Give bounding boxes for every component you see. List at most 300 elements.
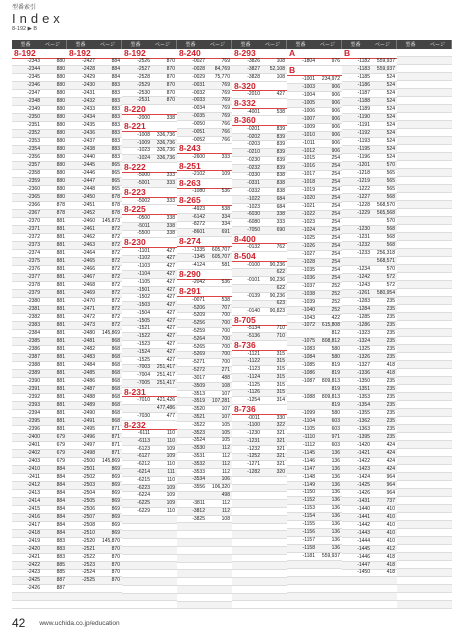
page-ref: 871 <box>111 449 120 456</box>
index-entry <box>232 469 287 477</box>
part-number: -0050 <box>192 120 205 127</box>
index-entry <box>67 314 122 322</box>
part-number: -5000 <box>137 172 150 179</box>
part-number: -0331 <box>247 180 260 187</box>
page-ref: 136 <box>331 521 340 528</box>
index-entry <box>67 162 122 170</box>
index-entry <box>177 492 232 500</box>
page-ref: 524 <box>386 98 395 105</box>
part-number: -2432 <box>82 98 95 105</box>
part-number: -1186 <box>357 82 370 89</box>
page-ref: 603 <box>331 441 340 448</box>
page-ref: 880 <box>56 178 65 185</box>
part-number: -2487 <box>82 385 95 392</box>
part-number: -1284 <box>357 306 370 312</box>
part-number: -1017 <box>302 171 315 178</box>
index-entry <box>67 234 122 242</box>
index-entry <box>342 66 397 74</box>
index-entry <box>12 370 67 378</box>
empty-row <box>232 516 287 524</box>
index-entry <box>232 212 287 220</box>
section-header <box>232 99 287 109</box>
page-ref: 418 <box>386 553 395 560</box>
index-entry <box>342 122 397 130</box>
index-entry <box>122 461 177 469</box>
part-number: -1145 <box>302 449 315 456</box>
page-ref: 252 <box>331 282 340 289</box>
index-entry <box>287 378 342 386</box>
part-number: -0140 <box>247 308 260 315</box>
index-entry <box>342 490 397 498</box>
part-number: -5001 <box>137 180 150 187</box>
page-ref: 622 <box>276 284 285 291</box>
part-number: -4124 <box>192 262 205 269</box>
part-number: -1230 <box>357 226 370 233</box>
index-entry <box>67 514 122 522</box>
page-ref: 679 <box>56 449 65 456</box>
index-entry <box>342 218 397 226</box>
part-number: -3524 <box>192 437 205 444</box>
index-entry <box>122 326 177 334</box>
part-number: -2504 <box>82 489 95 496</box>
index-entry <box>232 326 287 334</box>
page-ref: 106,320 <box>211 484 230 491</box>
page-ref: 819 <box>331 386 340 393</box>
index-column <box>232 40 287 609</box>
page-ref: 524 <box>386 130 395 137</box>
section-label: 8-263 <box>179 178 201 189</box>
part-number: -2483 <box>82 353 95 360</box>
page-ref: 136 <box>331 489 340 496</box>
page-ref: 427 <box>166 333 175 340</box>
part-number: -1231 <box>247 437 260 444</box>
index-entry <box>287 323 342 331</box>
page-ref: 565 <box>386 186 395 193</box>
page-ref: 880 <box>56 58 65 65</box>
page-ref: 869 <box>111 521 120 528</box>
index-entry <box>342 378 397 386</box>
index-entry <box>287 426 342 434</box>
empty-row <box>397 129 452 137</box>
index-entry <box>342 114 397 122</box>
part-number: -2371 <box>27 226 40 233</box>
empty-row <box>397 337 452 345</box>
index-entry <box>177 375 232 383</box>
part-number: -2388 <box>27 361 40 368</box>
part-number: -1126 <box>247 389 260 396</box>
index-entry <box>342 338 397 346</box>
part-number: -2343 <box>27 58 40 65</box>
page-ref: 868 <box>111 385 120 392</box>
part-number: -1183 <box>357 66 370 73</box>
page-ref: 700 <box>221 351 230 358</box>
page-ref: 410 <box>386 529 395 536</box>
section-label: 8-705 <box>234 315 256 326</box>
empty-row <box>397 425 452 433</box>
index-entry <box>177 98 232 106</box>
empty-row <box>122 570 177 578</box>
index-range: 8-192 ▶ B <box>12 26 38 32</box>
index-entry <box>177 383 232 391</box>
empty-row <box>232 485 287 493</box>
page-ref: 870 <box>111 553 120 560</box>
page-ref: 880 <box>56 90 65 97</box>
index-entry <box>287 545 342 553</box>
index-entry <box>342 426 397 434</box>
page-ref: 315 <box>276 366 285 373</box>
index-entry <box>342 370 397 378</box>
page-ref: 878 <box>111 202 120 209</box>
page-ref: 254 <box>331 203 340 210</box>
index-entry <box>342 554 397 562</box>
index-entry <box>342 290 397 298</box>
part-number: -1395 <box>357 433 370 440</box>
page-ref: 252 <box>331 306 340 313</box>
page-ref: 136 <box>331 545 340 552</box>
part-number: -2462 <box>82 234 95 241</box>
index-entry <box>122 271 177 279</box>
index-entry <box>232 66 287 74</box>
empty-row <box>122 524 177 532</box>
page-ref: 235 <box>386 377 395 384</box>
index-entry <box>67 394 122 402</box>
empty-row <box>122 594 177 602</box>
empty-row <box>397 73 452 81</box>
part-number: -2350 <box>27 114 40 121</box>
index-entry <box>342 458 397 466</box>
page-ref: 769 <box>221 97 230 104</box>
empty-row <box>397 553 452 561</box>
index-entry <box>177 406 232 414</box>
part-number: -1422 <box>357 457 370 464</box>
page-ref: 136 <box>331 505 340 512</box>
part-number: -2425 <box>27 577 40 584</box>
index-entry <box>177 59 232 67</box>
empty-row <box>397 57 452 65</box>
part-number: -1025 <box>302 234 315 241</box>
section-header <box>342 49 397 59</box>
index-entry <box>342 410 397 418</box>
empty-row <box>177 602 232 610</box>
page-ref: 235 <box>386 298 395 305</box>
page-ref: 883 <box>111 90 120 97</box>
part-number: -6223 <box>137 484 150 491</box>
index-entry <box>177 313 232 321</box>
empty-row <box>287 561 342 569</box>
part-number: -6113 <box>137 437 150 444</box>
index-entry <box>232 390 287 398</box>
index-rows <box>12 49 67 609</box>
part-number: -2102 <box>192 171 205 178</box>
section-label: 8-243 <box>179 143 201 154</box>
page-ref: 110 <box>167 461 175 468</box>
empty-row <box>397 481 452 489</box>
header-part-label: 型番 <box>75 42 86 48</box>
part-number: -0500 <box>137 214 150 221</box>
page-ref: 880 <box>56 170 65 177</box>
page-ref: 766 <box>221 136 230 143</box>
page-ref: 884 <box>56 497 65 504</box>
index-entry <box>287 275 342 283</box>
empty-row <box>122 601 177 609</box>
index-entry <box>12 210 67 218</box>
index-entry <box>122 256 177 264</box>
page-ref: 477 <box>166 412 175 419</box>
index-entry <box>122 215 177 223</box>
empty-row <box>397 417 452 425</box>
header-page-label: ページ <box>155 42 170 48</box>
section-header <box>122 238 177 248</box>
page-ref: 427 <box>166 294 175 301</box>
page-ref: 679 <box>56 433 65 440</box>
page-ref: 700 <box>221 320 230 327</box>
part-number: -2370 <box>27 218 40 225</box>
section-label: B <box>344 48 351 58</box>
index-entry <box>232 374 287 382</box>
index-entry <box>287 267 342 275</box>
empty-row <box>397 329 452 337</box>
index-entry <box>122 454 177 462</box>
index-entry <box>232 141 287 149</box>
part-number: -1323 <box>357 329 370 336</box>
page-ref: 421,426 <box>156 397 175 404</box>
index-entry <box>12 98 67 106</box>
part-number: -0100 <box>247 261 260 268</box>
index-entry <box>342 146 397 154</box>
part-number: -1156 <box>302 529 315 536</box>
index-entry <box>342 434 397 442</box>
part-number: -2376 <box>27 266 40 273</box>
page-ref: 881 <box>56 345 65 352</box>
index-entry <box>177 66 232 74</box>
header-page-label: ページ <box>265 42 280 48</box>
part-number: -5206 <box>192 304 205 311</box>
index-entry <box>122 508 177 516</box>
page-ref: 427 <box>276 91 285 98</box>
page-ref: 881 <box>56 361 65 368</box>
part-number: -1230 <box>247 430 260 437</box>
page-ref: 109 <box>166 453 175 460</box>
index-entry <box>177 305 232 313</box>
index-entry <box>12 90 67 98</box>
part-number: -1233 <box>357 250 370 257</box>
index-entry <box>12 226 67 234</box>
page-ref: 112 <box>222 468 230 475</box>
index-entry <box>12 546 67 554</box>
page-ref: 881 <box>56 242 65 249</box>
part-number: -1009 <box>137 139 150 146</box>
part-number: -2528 <box>137 73 150 80</box>
part-number: -2525 <box>82 577 95 584</box>
page-ref: 235 <box>386 337 395 344</box>
part-number: -0139 <box>247 292 260 299</box>
section-header <box>122 188 177 198</box>
part-number: -1154 <box>302 513 315 520</box>
part-number: -3521 <box>192 413 205 420</box>
page-ref: 254 <box>331 274 340 281</box>
index-entry <box>232 196 287 204</box>
index-entry <box>12 306 67 314</box>
page-ref: 880 <box>56 186 65 193</box>
part-number: -2375 <box>27 258 40 265</box>
page-ref: 568 <box>386 194 395 201</box>
part-number: -1037 <box>302 282 315 289</box>
page-ref: 684 <box>276 195 285 202</box>
section-header <box>232 252 287 262</box>
part-number: -1219 <box>357 178 370 185</box>
part-number: -1122 <box>247 358 260 365</box>
index-entry <box>342 562 397 570</box>
page-ref: 524 <box>386 154 395 161</box>
index-entry <box>287 553 342 561</box>
part-number: -2357 <box>27 162 40 169</box>
index-entry <box>287 330 342 338</box>
section-header <box>122 49 177 59</box>
section-header <box>232 235 287 245</box>
part-number: -5256 <box>192 320 205 327</box>
part-number: -7010 <box>137 397 150 404</box>
page-ref: 136 <box>331 537 340 544</box>
part-number: -2470 <box>82 298 95 305</box>
index-entry <box>177 430 232 438</box>
page-ref: 808,812 <box>321 338 340 345</box>
part-number: -1243 <box>357 282 370 289</box>
section-header <box>232 405 287 415</box>
index-entry <box>287 299 342 307</box>
section-label: B <box>289 65 296 76</box>
index-entry <box>342 474 397 482</box>
part-number: -1446 <box>357 553 370 560</box>
part-number: -2524 <box>82 569 95 576</box>
index-entry <box>12 106 67 114</box>
part-number: -1153 <box>302 505 315 512</box>
part-number: -1283 <box>357 298 370 305</box>
page-ref: 568 <box>386 234 395 241</box>
empty-row <box>397 521 452 529</box>
index-entry <box>67 577 122 585</box>
index-column <box>67 40 122 609</box>
index-entry <box>287 59 342 67</box>
part-number: -1072 <box>302 322 315 329</box>
page-ref: 254 <box>331 250 340 257</box>
part-number: -1501 <box>137 286 150 293</box>
section-header <box>177 287 232 297</box>
part-number: -7003 <box>137 364 150 371</box>
empty-row <box>232 492 287 500</box>
empty-row <box>177 531 232 539</box>
index-entry <box>67 442 122 450</box>
index-entry <box>67 186 122 194</box>
page-ref: 145,870 <box>101 537 120 544</box>
part-number: -1112 <box>302 441 315 448</box>
page-ref: 769 <box>221 89 230 96</box>
empty-row <box>397 449 452 457</box>
index-entry <box>342 314 397 322</box>
header-part-label: 型番 <box>130 42 141 48</box>
empty-row <box>397 289 452 297</box>
header-part-label: 型番 <box>350 42 361 48</box>
part-number: -1028 <box>302 258 315 265</box>
index-entry <box>122 349 177 357</box>
page-ref: 880 <box>56 106 65 113</box>
page-ref: 878 <box>111 210 120 217</box>
page-ref: 568,570 <box>376 202 395 209</box>
part-number: -2436 <box>82 130 95 137</box>
index-entry <box>122 357 177 365</box>
header-page-label: ページ <box>45 42 60 48</box>
part-number: -5259 <box>192 328 205 335</box>
index-entry <box>177 90 232 98</box>
page-ref: 105 <box>221 421 230 428</box>
index-entry <box>342 498 397 506</box>
page-ref: 418 <box>386 361 395 368</box>
part-number: -2358 <box>27 170 40 177</box>
part-number: -1110 <box>302 433 315 440</box>
index-entry <box>12 266 67 274</box>
index-entry <box>12 346 67 354</box>
index-entry <box>232 351 287 359</box>
index-entry <box>67 506 122 514</box>
part-number: -3530 <box>192 445 205 452</box>
empty-row <box>232 586 287 594</box>
part-number: -5500 <box>137 230 150 237</box>
page-ref: 869 <box>111 513 120 520</box>
page-ref: 881 <box>56 250 65 257</box>
index-entry <box>12 354 67 362</box>
index-entry <box>122 140 177 148</box>
page-header <box>12 4 452 38</box>
index-entry <box>342 266 397 274</box>
empty-row <box>397 177 452 185</box>
part-number: -1345 <box>192 254 205 261</box>
page-ref: 838 <box>276 188 285 195</box>
page-ref: 881 <box>56 329 65 336</box>
part-number: -4923 <box>192 205 205 212</box>
page-ref: 684 <box>276 203 285 210</box>
page-ref: 570 <box>386 218 395 225</box>
part-number: -1524 <box>137 348 150 355</box>
page-ref: 90,236 <box>269 277 285 284</box>
page-ref: 568 <box>386 226 395 233</box>
page-ref: 234,972 <box>321 75 340 82</box>
empty-row <box>287 585 342 593</box>
page-ref: 477,486 <box>156 405 175 412</box>
page-ref: 559,937 <box>376 58 395 65</box>
page-ref: 524 <box>386 122 395 129</box>
part-number: -2345 <box>27 74 40 81</box>
part-number: -1024 <box>302 227 315 234</box>
page-ref: 321 <box>276 430 285 437</box>
empty-row <box>397 193 452 201</box>
page-ref: 868 <box>111 377 120 384</box>
page-ref: 710 <box>276 333 285 340</box>
part-number: -3519 <box>192 398 205 405</box>
page-ref: 884 <box>56 489 65 496</box>
part-number: -1443 <box>357 529 370 536</box>
part-number: -1004 <box>302 91 315 98</box>
part-number: -6225 <box>137 500 150 507</box>
index-entry <box>177 352 232 360</box>
page-ref: 254 <box>331 227 340 234</box>
index-entry <box>122 90 177 98</box>
part-number: -2373 <box>27 242 40 249</box>
page-ref: 109 <box>166 500 175 507</box>
page-ref: 427 <box>166 325 175 332</box>
page-ref: 976 <box>331 58 340 65</box>
index-entry <box>12 338 67 346</box>
page-ref: 524 <box>386 74 395 81</box>
index-entry <box>67 538 122 546</box>
